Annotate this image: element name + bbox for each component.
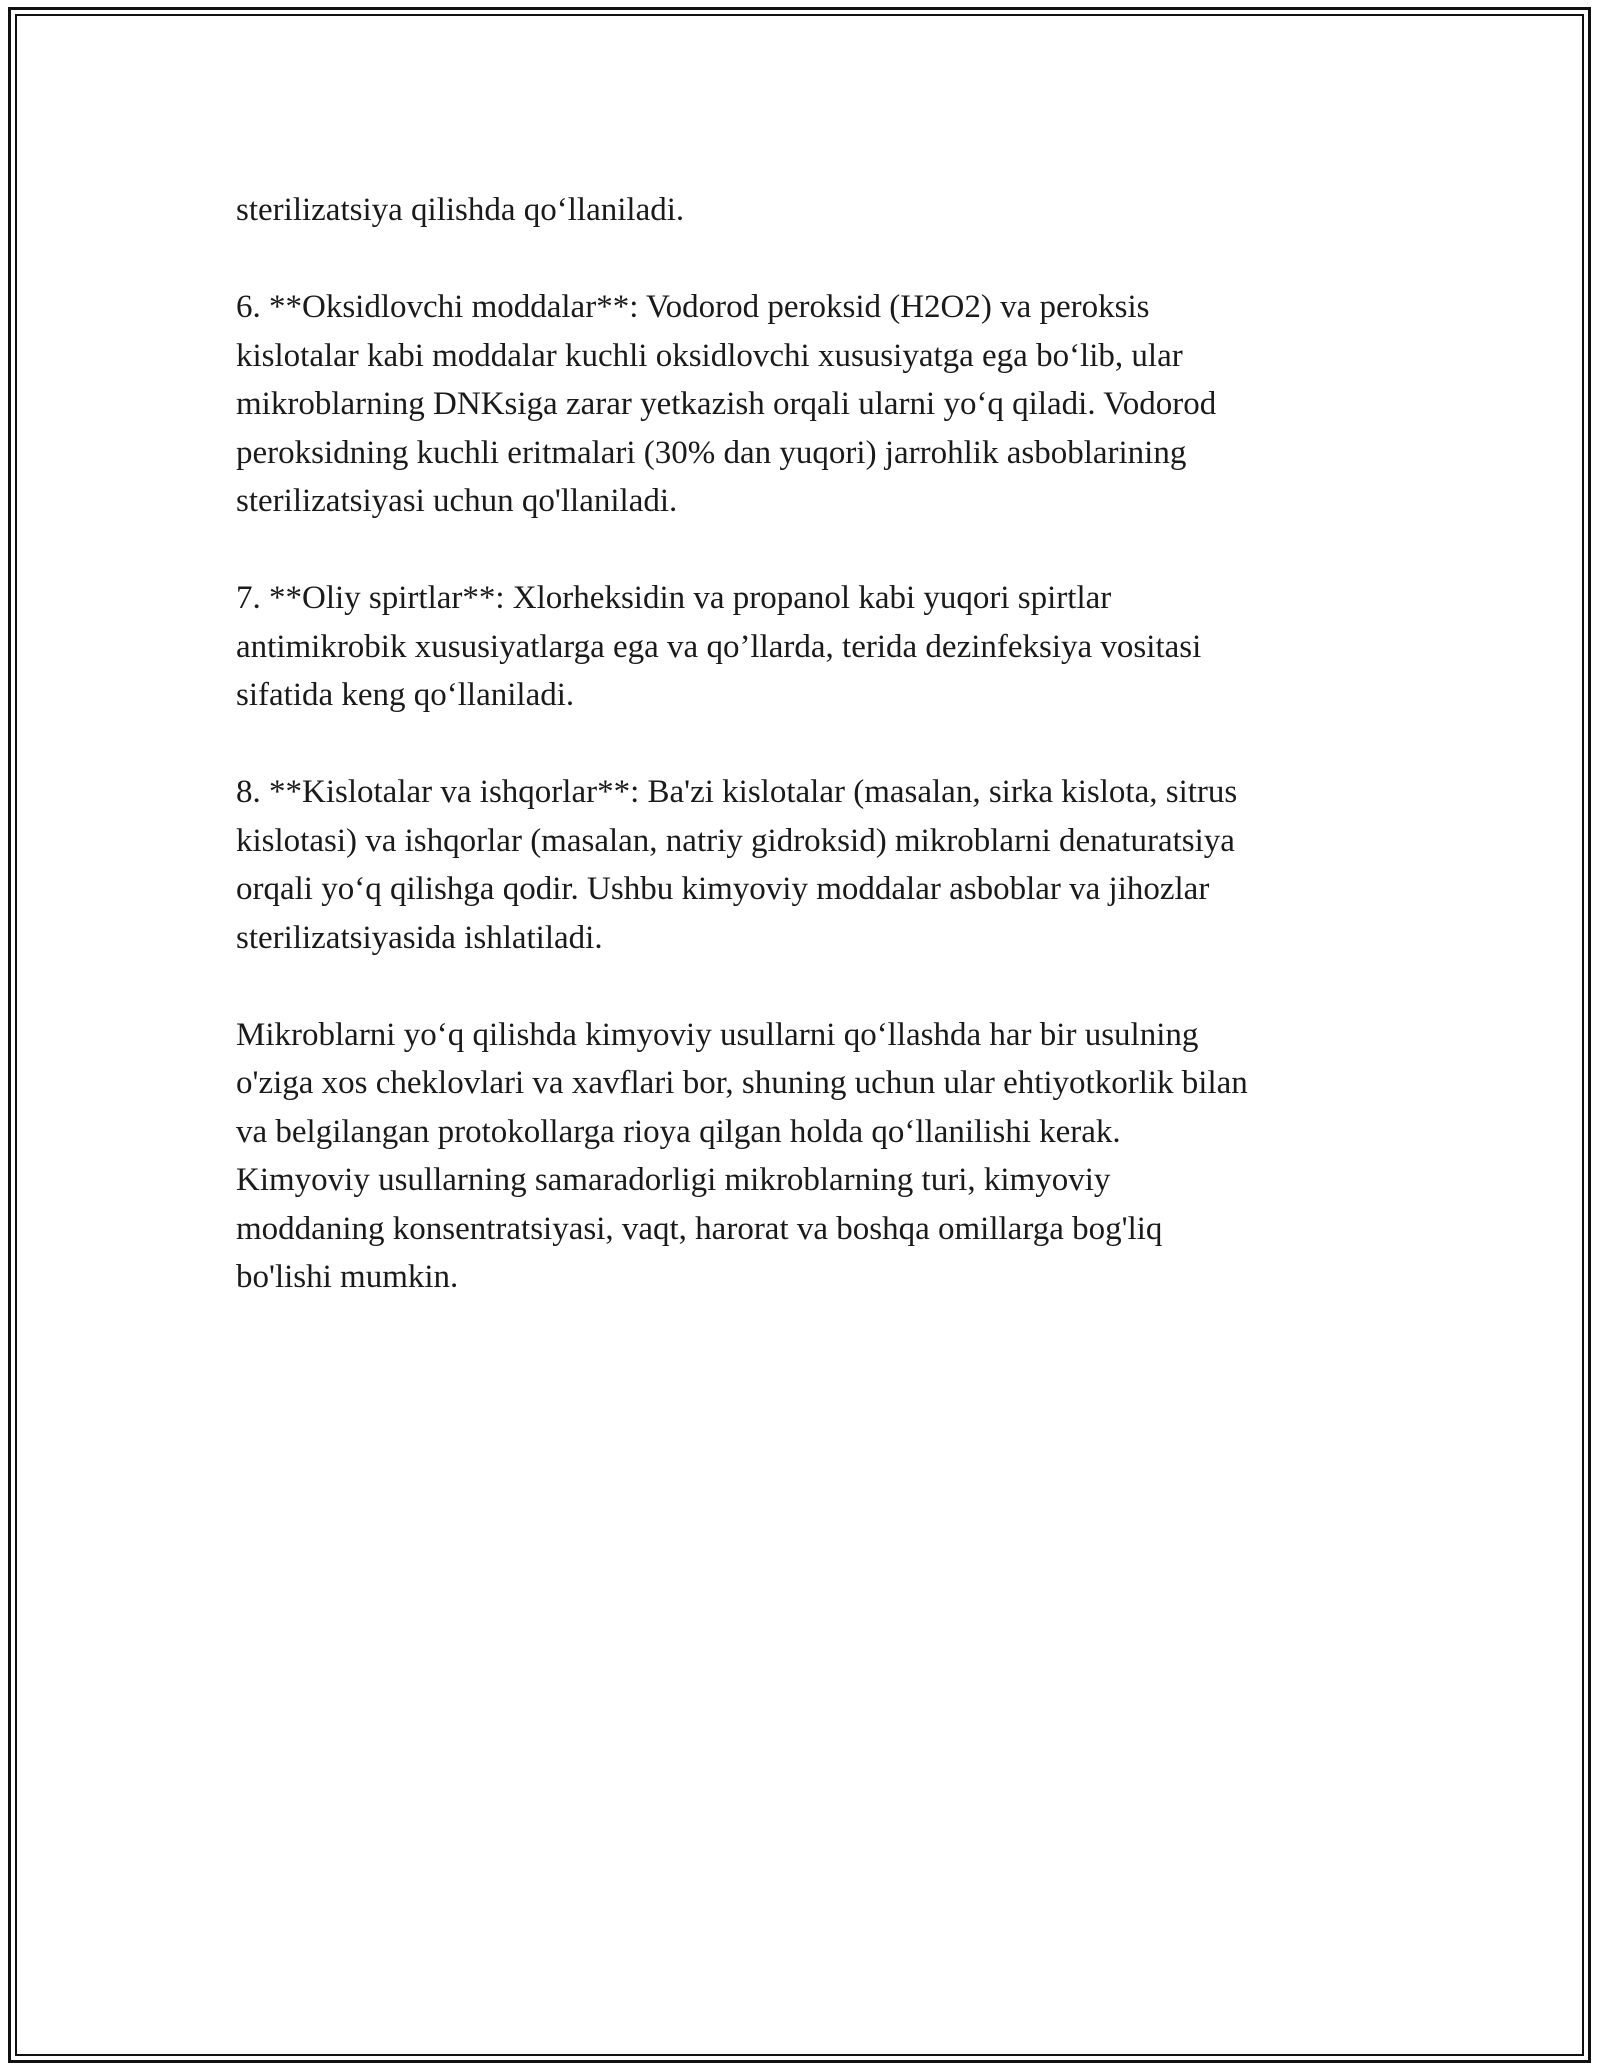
paragraph-continuation: sterilizatsiya qilishda qo‘llaniladi.: [236, 192, 685, 228]
paragraph-item-8-acids-alkalis: 8. **Kislotalar va ishqorlar**: Ba'zi kislotalar (masalan, sirka kislota, sitrus kislotasi) va ishqorlar (masalan, natriy gidroksid) mikroblarni denaturatsiya orqali yo‘q qilishga qodir. Ushbu kimyoviy moddalar asboblar va jihozlar sterilizatsiyasida ishlatiladi.: [236, 774, 1238, 956]
document-body: [236, 186, 1366, 1350]
paragraph-item-6-oxidizers: 6. **Oksidlovchi moddalar**: Vodorod peroksid (H2O2) va peroksis kislotalar kabi moddalar kuchli oksidlovchi xususiyatga ega bo‘lib, ular mikroblarning DNKsiga zarar yetkazish orqali ularni yo‘q qiladi. Vodorod peroksidning kuchli eritmalari (30% dan yuqori) jarrohlik asboblarining sterilizatsiyasi uchun qo'llaniladi.: [236, 289, 1217, 519]
paragraph-conclusion: Mikroblarni yo‘q qilishda kimyoviy usullarni qo‘llashda har bir usulning o'ziga xos cheklovlari va xavflari bor, shuning uchun ular ehtiyotkorlik bilan va belgilangan protokollarga rioya qilgan holda qo‘llanilishi kerak. Kimyoviy usullarning samaradorligi mikroblarning turi, kimyoviy moddaning konsentratsiyasi, vaqt, harorat va boshqa omillarga bog'liq bo'lishi mumkin.: [236, 1016, 1248, 1295]
paragraph-item-7-alcohols: 7. **Oliy spirtlar**: Xlorheksidin va propanol kabi yuqori spirtlar antimikrobik xususiyatlarga ega va qo’llarda, terida dezinfeksiya vositasi sifatida keng qo‘llaniladi.: [236, 580, 1202, 713]
